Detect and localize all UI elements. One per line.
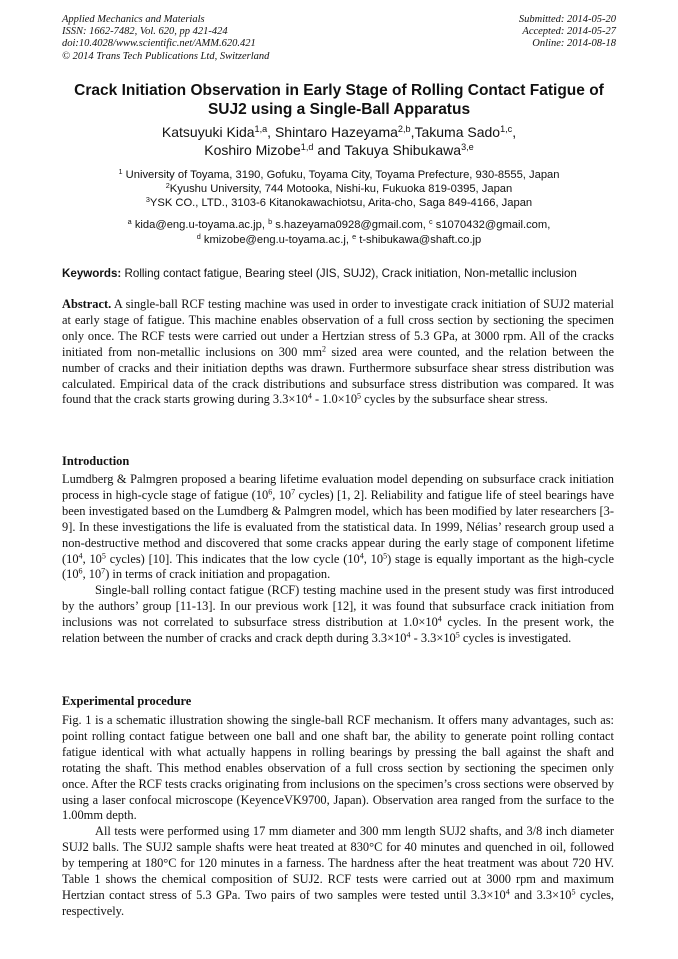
author-line-2: [50, 141, 628, 159]
superscript: 6: [78, 567, 83, 577]
email-sup: b: [268, 217, 273, 226]
body-text: Single-ball rolling contact fatigue (RCF) testing machine used in the present study was first introduced by the authors’ group [11-13]. In our previous work [12], it was found that subsurface crack initiation from inclusions was not correlated to subsurface stress distribution at 1.0×10: [62, 583, 614, 630]
intro-paragraph-2: [62, 583, 614, 647]
email-link[interactable]: kmizobe@eng.u-toyama.ac.j,: [203, 233, 349, 246]
superscript: 2: [321, 344, 326, 354]
affiliation-sup: 1: [118, 167, 123, 176]
superscript: 4: [359, 551, 364, 561]
superscript: 5: [571, 887, 576, 897]
title-line-2: SUJ2 using a Single-Ball Apparatus: [207, 101, 471, 118]
abstract-text: A single-ball RCF testing machine was used in order to investigate crack initiation of SUJ2 material at early stage of fatigue. This machine enables observation of a full cross section by sectioning the specimen only once. The RCF tests were carried out under a Hertzian stress of 5.3 GPa, at 3000 rpm. All of the cracks initiated from non-metallic inclusions on 300 mm: [62, 297, 614, 359]
author-name: Takuma Sado: [414, 124, 501, 140]
author-emails: [50, 218, 628, 247]
intro-paragraph-1: [62, 472, 614, 583]
superscript: 4: [406, 630, 411, 640]
online-date: Online: 2014-08-18: [532, 38, 616, 50]
affiliation: [50, 182, 628, 196]
superscript: 4: [505, 887, 510, 897]
superscript: 4: [78, 551, 83, 561]
exp-paragraph-1: Fig. 1 is a schematic illustration showing the single-ball RCF mechanism. It offers many advantages, such as: point rolling contact fatigue between one ball and one shaft bar, the ability to generate point rolling contact fatigue identical with what actually happens in rolling bearings by pressing the ball against the shaft and rotating the shaft. This method enables observation of a full cross section by sectioning the specimen only once. After the RCF tests cracks originating from inclusions on the specimen’s cross sections were observed by using a laser confocal microscope (KeyenceVK9700, Japan). Observation area ranged from the surface to the 1.00mm depth.: [62, 713, 614, 823]
affiliation-text: University of Toyama, 3190, Gofuku, Toyama City, Toyama Prefecture, 930-8555, Japan: [125, 169, 560, 181]
affiliation-sup: 2: [165, 181, 170, 191]
body-text: cycles is investigated.: [459, 631, 572, 646]
experimental-heading: Experimental procedure: [62, 694, 192, 708]
body-text: , 10: [82, 567, 102, 582]
introduction-body: [62, 472, 614, 647]
affiliation-text: YSK CO., LTD., 3103-6 Kitanokawachiotsu, Arita-cho, Saga 849-4166, Japan: [149, 197, 533, 210]
superscript: 5: [357, 392, 362, 402]
email-link[interactable]: s1070432@gmail.com,: [435, 219, 551, 231]
author-name: Shintaro Hazeyama: [274, 124, 398, 140]
abstract-text: sized area were counted, and the relation between the number of cracks and their initiation depths was drawn. Furthermore subsurface shear stress distribution was calculated. Empirical data of the crack distributions and subsurface stress distribution was compared. It was found that the crack starts growing during 3.3×10: [62, 344, 614, 407]
body-text: - 3.3×10: [410, 631, 456, 646]
affiliations: [50, 168, 628, 211]
abstract-label: Abstract.: [62, 297, 112, 311]
email-sup: d: [196, 231, 201, 241]
abstract-paragraph: [62, 297, 614, 408]
author-affil-sup: 1,d: [300, 142, 314, 152]
superscript: 7: [291, 487, 296, 497]
body-text: cycles) [1, 2]. Reliability and fatigue life of steel bearings have been investigated based on the Lumdberg & Palmgren model, which has been modified by later researchers [3-9]. In these investigations the life is evaluated from the statistical data. In 1999, Nélias’ research group used a non-destructive method and discovered that some cracks appear during the early stage of component lifetime (10: [62, 487, 614, 566]
journal-name: Applied Mechanics and Materials: [62, 14, 205, 25]
email-line-1: [50, 218, 628, 233]
issn: ISSN: 1662-7482, Vol. 620, pp 421-424: [62, 26, 228, 38]
superscript: 4: [437, 614, 442, 624]
superscript: 6: [268, 487, 273, 497]
body-text: and 3.3×10: [509, 887, 572, 902]
journal-info: [62, 14, 269, 63]
author-name: Koshiro Mizobe: [204, 142, 301, 158]
exp-paragraph-2: [62, 824, 614, 919]
email-link[interactable]: t-shibukawa@shaft.co.jp: [359, 233, 482, 246]
abstract-text: - 1.0×10: [311, 392, 358, 407]
body-text: cycles. In the present work, the relation between the number of cracks and crack depth during 3.3×10: [62, 615, 615, 646]
introduction-heading: Introduction: [62, 454, 130, 468]
publication-dates: [519, 14, 616, 51]
keywords: [62, 267, 622, 281]
body-text: cycles) [10]. This indicates that the low cycle (10: [105, 551, 360, 566]
author-affil-sup: 3,e: [461, 142, 474, 152]
superscript: 5: [383, 551, 388, 561]
author-list: [50, 123, 628, 159]
body-text: ) in terms of crack initiation and propagation.: [105, 567, 331, 582]
body-text: cycles, respectively.: [62, 887, 615, 918]
body-text: , 10: [82, 551, 102, 566]
abstract-text: cycles by the subsurface shear stress.: [361, 392, 548, 407]
body-text: , 10: [272, 487, 292, 502]
email-sup: a: [127, 217, 132, 226]
email-link[interactable]: kida@eng.u-toyama.ac.jp,: [134, 219, 265, 231]
author-affil-sup: 2,b: [397, 124, 411, 134]
keywords-text: Rolling contact fatigue, Bearing steel (JIS, SUJ2), Crack initiation, Non-metallic inclusion: [124, 267, 577, 280]
author-name: Katsuyuki Kida: [161, 124, 255, 140]
keywords-label: Keywords:: [62, 267, 122, 280]
body-text: Lumdberg & Palmgren proposed a bearing lifetime evaluation model depending on subsurface crack initiation process in high-cycle stage of fatigue (10: [62, 472, 614, 502]
paper-title: [50, 81, 628, 119]
email-sup: e: [352, 231, 357, 241]
experimental-body: [62, 713, 614, 920]
author-affil-sup: 1,a: [254, 124, 268, 134]
affiliation: [50, 196, 628, 210]
title-line-1: Crack Initiation Observation in Early Stage of Rolling Contact Fatigue of: [74, 82, 604, 99]
superscript: 4: [307, 392, 312, 402]
affiliation-text: Kyushu University, 744 Motooka, Nishi-ku, Fukuoka 819-0395, Japan: [169, 183, 513, 196]
superscript: 7: [101, 567, 106, 577]
submitted-date: Submitted: 2014-05-20: [518, 14, 616, 25]
author-name: Takuya Shibukawa: [344, 142, 462, 158]
superscript: 5: [455, 630, 460, 640]
superscript: 5: [101, 551, 106, 561]
accepted-date: Accepted: 2014-05-27: [522, 26, 616, 38]
author-line-1: Katsuyuki Kida$^{1,a}$, Shintaro Hazeyama$^{2,b}$,Takuma Sado$^{1,c}$,: [161, 124, 517, 140]
email-line-2: [50, 233, 628, 248]
email-link[interactable]: s.hazeyama0928@gmail.com,: [275, 219, 426, 231]
email-sup: c: [428, 217, 433, 226]
author-conjunction: and: [317, 142, 341, 158]
body-text: , 10: [363, 551, 384, 566]
body-text: ) stage is equally important as the high-cycle (10: [62, 551, 614, 582]
copyright: © 2014 Trans Tech Publications Ltd, Switzerland: [62, 50, 270, 62]
doi: doi:10.4028/www.scientific.net/AMM.620.421: [62, 38, 256, 50]
affiliation: [50, 168, 628, 182]
body-text: All tests were performed using 17 mm diameter and 300 mm length SUJ2 shafts, and 3/8 inch diameter SUJ2 balls. The SUJ2 sample shafts were heat treated at 830°C for 40 minutes and quenched in oil, followed by tempering at 180°C for 120 minutes in a farness. The hardness after the heat treatment was about 720 HV. Table 1 shows the chemical composition of SUJ2. RCF tests were carried out at 3000 rpm and maximum Hertzian contact stress of 5.3 GPa. Two pairs of two samples were tested until 3.3×10: [62, 824, 614, 902]
author-affil-sup: 1,c: [500, 124, 513, 134]
affiliation-sup: 3: [145, 195, 150, 205]
abstract: [62, 297, 614, 408]
